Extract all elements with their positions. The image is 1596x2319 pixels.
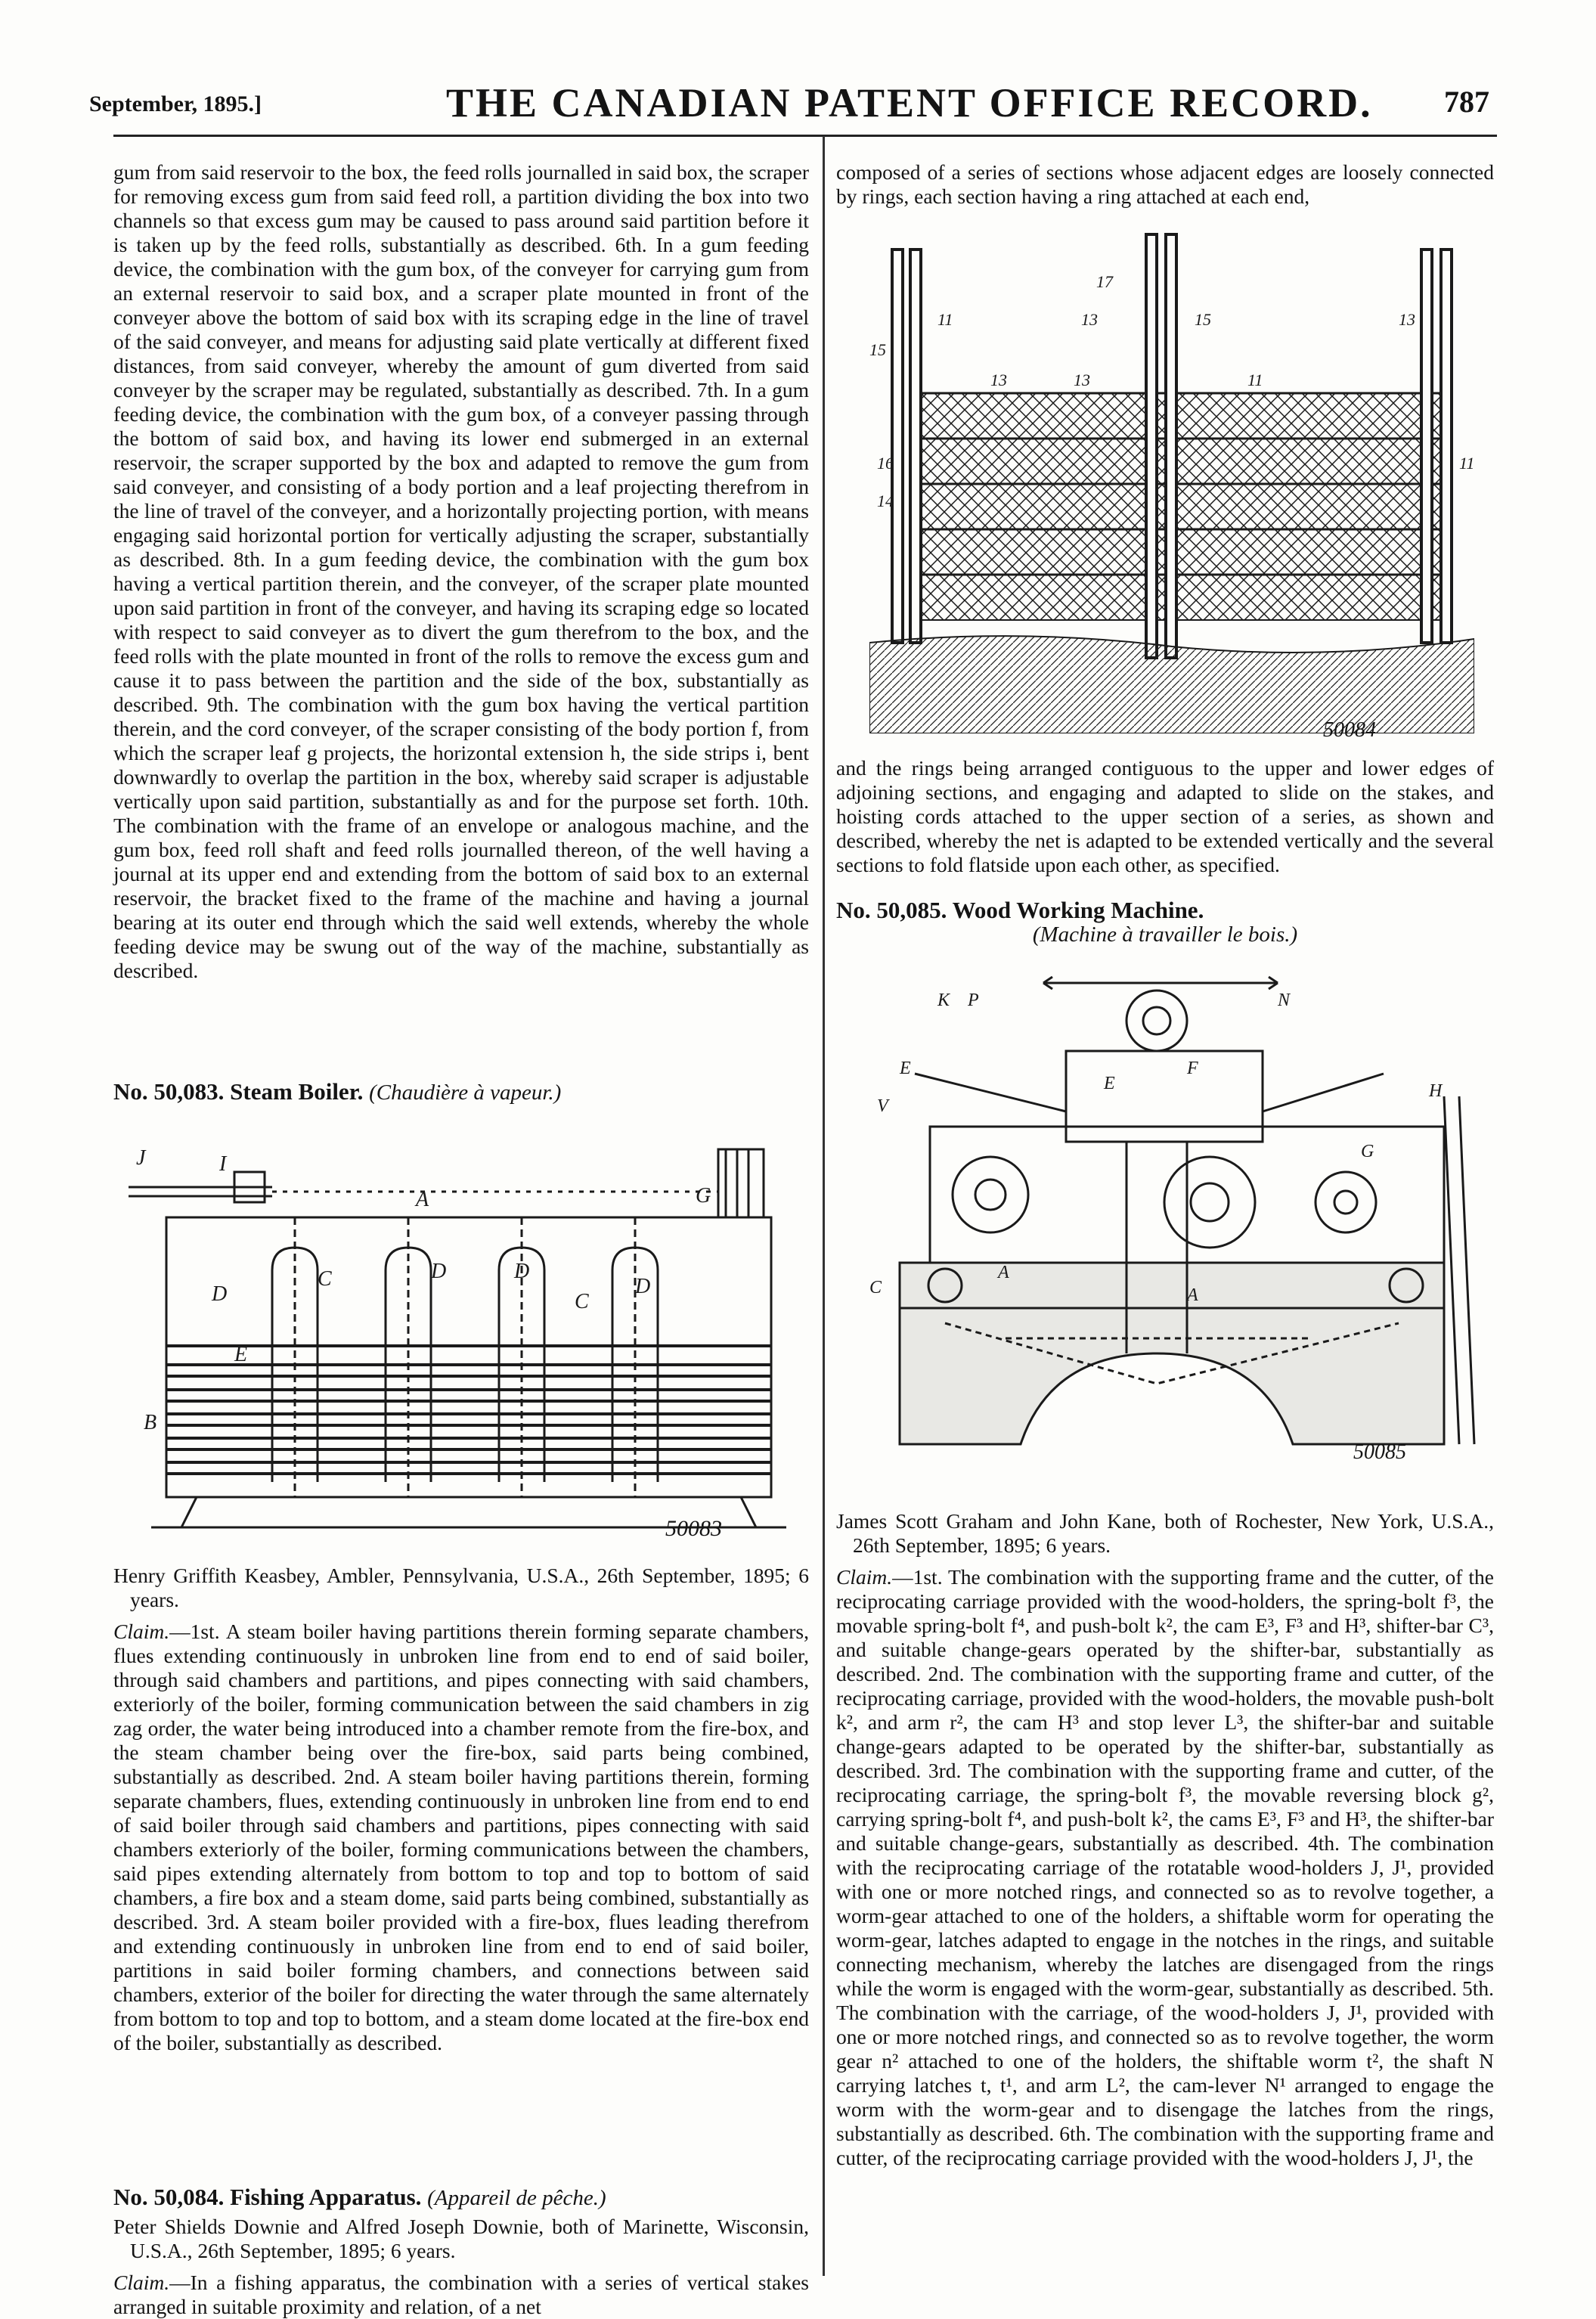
header-rule [113, 135, 1497, 137]
left-column-continued-text [113, 160, 809, 983]
header-title: THE CANADIAN PATENT OFFICE RECORD. [446, 80, 1373, 126]
patent-50085-french-title: (Machine à travailler le bois.) [1032, 922, 1298, 947]
patent-50085-body [836, 1505, 1494, 2170]
patent-50083-claims [113, 1620, 809, 2055]
column-divider [823, 136, 825, 2276]
svg-text:E: E [1104, 1074, 1115, 1093]
patent-50085-claim-text: —1st. The combination with the supporting frame and the cutter, of the reciprocating carriage provided with the wood-holders, the spring-bolt f³, the movable spring-bolt f⁴, and push-bolt k², the cam E³, F³ and H³, shifter-bar C³, and suitable change-gears operated by the shifter-bar, substantially as described. 2nd. The combination with the supporting frame and cutter, of the reciprocating carriage, provided with the wood-holders, the movable push-bolt k², and arm r², the cam H³ and stop lever L³, the shifter-bar and suitable change-gears adapted to be operated by the shifter-bar, substantially as described. 3rd. The combination with the supporting frame and cutter, of the reciprocating carriage, the spring-bolt f³, the movable reversing block g², carrying spring-bolt f⁴, and push-bolt k², the cams E³, F³ and H³, the shifter-bar and suitable change-gears, substantially as described. 4th. The combination with the reciprocating carriage of the rotatable wood-holders J, J¹, provided with one or more notched rings, and connected so as to revolve together, a worm-gear attached to one of the holders, a shiftable worm for operating the worm-gear, latches adapted to engage in the notches in the rings, and suitable connecting mechanism, whereby the latches are disengaged from the rings while the worm is engaged with the worm-gear, substantially as described. 5th. The combination with the carriage, of the wood-holders J, J¹, provided with one or more notched rings, and connected so as to revolve together, the worm gear n² attached to one of the holders, the shiftable worm t², the shaft N carrying latches t, t¹, and arm L², the cam-lever N¹ arranged to engage the worm with the worm-gear and to disengage the latches from the rings, substantially as described. 6th. The combination with the supporting frame and cutter, of the reciprocating carriage provided with the wood-holders J, J¹, the [836, 1565, 1494, 2169]
svg-text:14: 14 [877, 491, 894, 510]
patent-50083-body [113, 1559, 809, 2055]
figure-50084-number: 50084 [1323, 718, 1376, 742]
patent-50084-claim-text: —In a fishing apparatus, the combination with a series of vertical stakes arranged in suitable proximity and relation, of a net [113, 2271, 809, 2318]
patent-50085-inventor: James Scott Graham and John Kane, both of Rochester, New York, U.S.A., 26th September, 1895; 6 years. [836, 1509, 1494, 1557]
patent-50084-block [113, 2185, 809, 2319]
svg-text:13: 13 [1399, 310, 1415, 329]
svg-text:E: E [900, 1059, 911, 1078]
claim-label: Claim. [113, 2271, 170, 2294]
page-number: 787 [1444, 85, 1489, 119]
patent-50085-claims [836, 1565, 1494, 2170]
patent-50083-french-title: (Chaudière à vapeur.) [369, 1080, 562, 1105]
svg-text:D: D [635, 1275, 651, 1298]
svg-text:B: B [144, 1411, 157, 1434]
svg-text:G: G [1361, 1142, 1374, 1161]
svg-text:C: C [869, 1278, 882, 1297]
svg-text:V: V [877, 1096, 888, 1116]
figure-fishing-apparatus [869, 219, 1474, 742]
svg-text:N: N [1278, 991, 1291, 1010]
patent-50084-claim-continued: composed of a series of sections whose adjacent edges are loosely connected by rings, each section having a ring attached at each end, [836, 160, 1494, 208]
patent-50083-heading-block [113, 1080, 809, 1105]
svg-text:F: F [1187, 1059, 1198, 1078]
svg-text:A: A [998, 1263, 1009, 1282]
claim-label: Claim. [113, 1620, 170, 1643]
svg-text:13: 13 [1074, 370, 1090, 389]
svg-text:11: 11 [1459, 454, 1474, 473]
figure-50083-number: 50083 [665, 1516, 722, 1541]
svg-text:K: K [937, 991, 950, 1010]
claim-label: Claim. [836, 1565, 893, 1589]
patent-50084-french-title: (Appareil de pêche.) [427, 2186, 606, 2210]
patent-50083-inventor: Henry Griffith Keasbey, Ambler, Pennsylvania, U.S.A., 26th September, 1895; 6 years. [113, 1564, 809, 1611]
svg-text:E: E [234, 1343, 248, 1366]
svg-text:11: 11 [937, 310, 953, 329]
steam-boiler-drawing [121, 1134, 801, 1542]
svg-text:15: 15 [1195, 310, 1211, 329]
figure-wood-working-machine [854, 960, 1482, 1474]
svg-text:A: A [416, 1188, 429, 1211]
svg-text:11: 11 [1247, 370, 1263, 389]
patent-50084-inventor: Peter Shields Downie and Alfred Joseph Downie, both of Marinette, Wisconsin, U.S.A., 26th September, 1895; 6 years. [113, 2215, 809, 2262]
figure-50085-number: 50085 [1353, 1440, 1406, 1464]
page-header [0, 79, 1596, 132]
header-date: September, 1895.] [89, 91, 262, 116]
svg-text:J: J [136, 1146, 146, 1170]
svg-text:17: 17 [1096, 272, 1113, 291]
continued-claims-text: gum from said reservoir to the box, the feed rolls journalled in said box, the scraper for removing excess gum from said feed roll, a partition dividing the box into two channels so that excess gum may be caused to pass around said partition before it is taken up by the feed rolls, substantially as described. 6th. In a gum feeding device, the combination with the gum box, of the conveyer for carrying gum from an external reservoir to said box, and a scraper plate mounted in front of the conveyer above the bottom of said box with its scraping edge in the line of travel of the said conveyer, and means for adjusting said plate vertically at different fixed distances, from said conveyer, whereby the amount of gum diverted from said conveyer by the scraper may be regulated, substantially as described. 7th. In a gum feeding device, the combination with the gum box, of a conveyer passing through the bottom of said box, and having its lower end submerged in an external reservoir, the scraper supported by the box and adapted to remove the gum from said conveyer, and consisting of a body portion and a leaf projecting therefrom in the line of travel of the conveyer, and a horizontally projecting portion, with means engaging said horizontal portion for vertically adjusting the scraper, substantially as described. 8th. In a gum feeding device, the combination with the gum box having a vertical partition therein, and the conveyer, of the scraper plate mounted upon said partition in front of the conveyer, and having its scraping edge so located with respect to said conveyer as to divert the gum therefrom to the box, and the feed rolls with the plate mounted in front of the rolls to remove the excess gum and cause it to pass between the partition and the side of the box, substantially as described. 9th. The combination with the gum box having the vertical partition therein, and the cord conveyer, of the scraper consisting of the body portion f, from which the scraper leaf g projects, the horizontal extension h, the side strips i, bent downwardly to overlap the partition in the box, whereby said scraper is adjustable vertically upon said partition, substantially as and for the purpose set forth. 10th. The combination with the frame of an envelope or analogous machine, and the gum box, feed roll shaft and feed rolls journalled thereon, of the well having a journal at its upper end and extending from the bottom of said box to an external reservoir, the bracket fixed to the frame of the machine and having a journal bearing at its outer end through which the said well extends, whereby the whole feeding device may be swung out of the way of the machine, substantially as described. [113, 160, 809, 982]
patent-50085-heading: No. 50,085. Wood Working Machine. [836, 897, 1204, 923]
right-column-continued-text [836, 160, 1494, 209]
patent-50084-continued-block [836, 756, 1494, 947]
svg-text:13: 13 [1081, 310, 1098, 329]
svg-text:P: P [968, 991, 979, 1010]
svg-text:C: C [575, 1290, 589, 1313]
svg-text:16: 16 [877, 454, 894, 473]
patent-50083-claim-text: —1st. A steam boiler having partitions therein forming separate chambers, flues extending continuously in unbroken line from end to end of said boiler, through said chambers and partitions, and pipes connecting with said chambers, exteriorly of the boiler, forming communication between the said chambers in zig zag order, the water being introduced into a chamber remote from the fire-box, and the steam chamber being over the fire-box, said parts being combined, substantially as described. 2nd. A steam boiler having partitions therein, forming separate chambers, flues, extending continuously in unbroken line from end to end of said boiler through said chambers and partitions, pipes connecting with said chambers exteriorly of the boiler, forming communications between the chambers, said pipes extending alternately from bottom to top and top to bottom of said chambers, a fire box and a steam dome, said parts being combined, substantially as described. 3rd. A steam boiler provided with a fire-box, flues leading therefrom and extending continuously in unbroken line from end to end of said boiler, partitions in said boiler forming chambers, and connections between said chambers, exterior of the boiler for directing the water through the same alternately from bottom to top and top to bottom, and a steam dome located at the fire-box end of the boiler, substantially as described. [113, 1620, 809, 2054]
svg-text:15: 15 [869, 340, 886, 359]
svg-text:13: 13 [990, 370, 1007, 389]
patent-50084-claims [113, 2271, 809, 2319]
patent-50083-heading: No. 50,083. Steam Boiler. (Chaudière à vapeur.) [113, 1078, 562, 1105]
svg-text:D: D [514, 1260, 530, 1283]
svg-text:C: C [318, 1267, 332, 1291]
svg-text:D: D [431, 1260, 447, 1283]
wood-working-machine-drawing [854, 960, 1482, 1474]
svg-text:I: I [219, 1152, 227, 1176]
svg-text:H: H [1429, 1081, 1443, 1101]
patent-50084-heading: No. 50,084. Fishing Apparatus. (Appareil de pêche.) [113, 2184, 606, 2210]
svg-text:D: D [212, 1282, 228, 1306]
figure-steam-boiler [121, 1134, 801, 1542]
svg-text:A: A [1187, 1285, 1198, 1305]
patent-50084-claim-continued-2: and the rings being arranged contiguous to the upper and lower edges of adjoining sections, and engaging and adapted to slide on the stakes, and hoisting cords attached to the upper section of a series, as shown and described, whereby the net is adapted to be extended vertically and the several sections to fold flatside upon each other, as specified. [836, 756, 1494, 876]
svg-text:G: G [696, 1184, 711, 1208]
fishing-net-drawing [869, 219, 1474, 733]
